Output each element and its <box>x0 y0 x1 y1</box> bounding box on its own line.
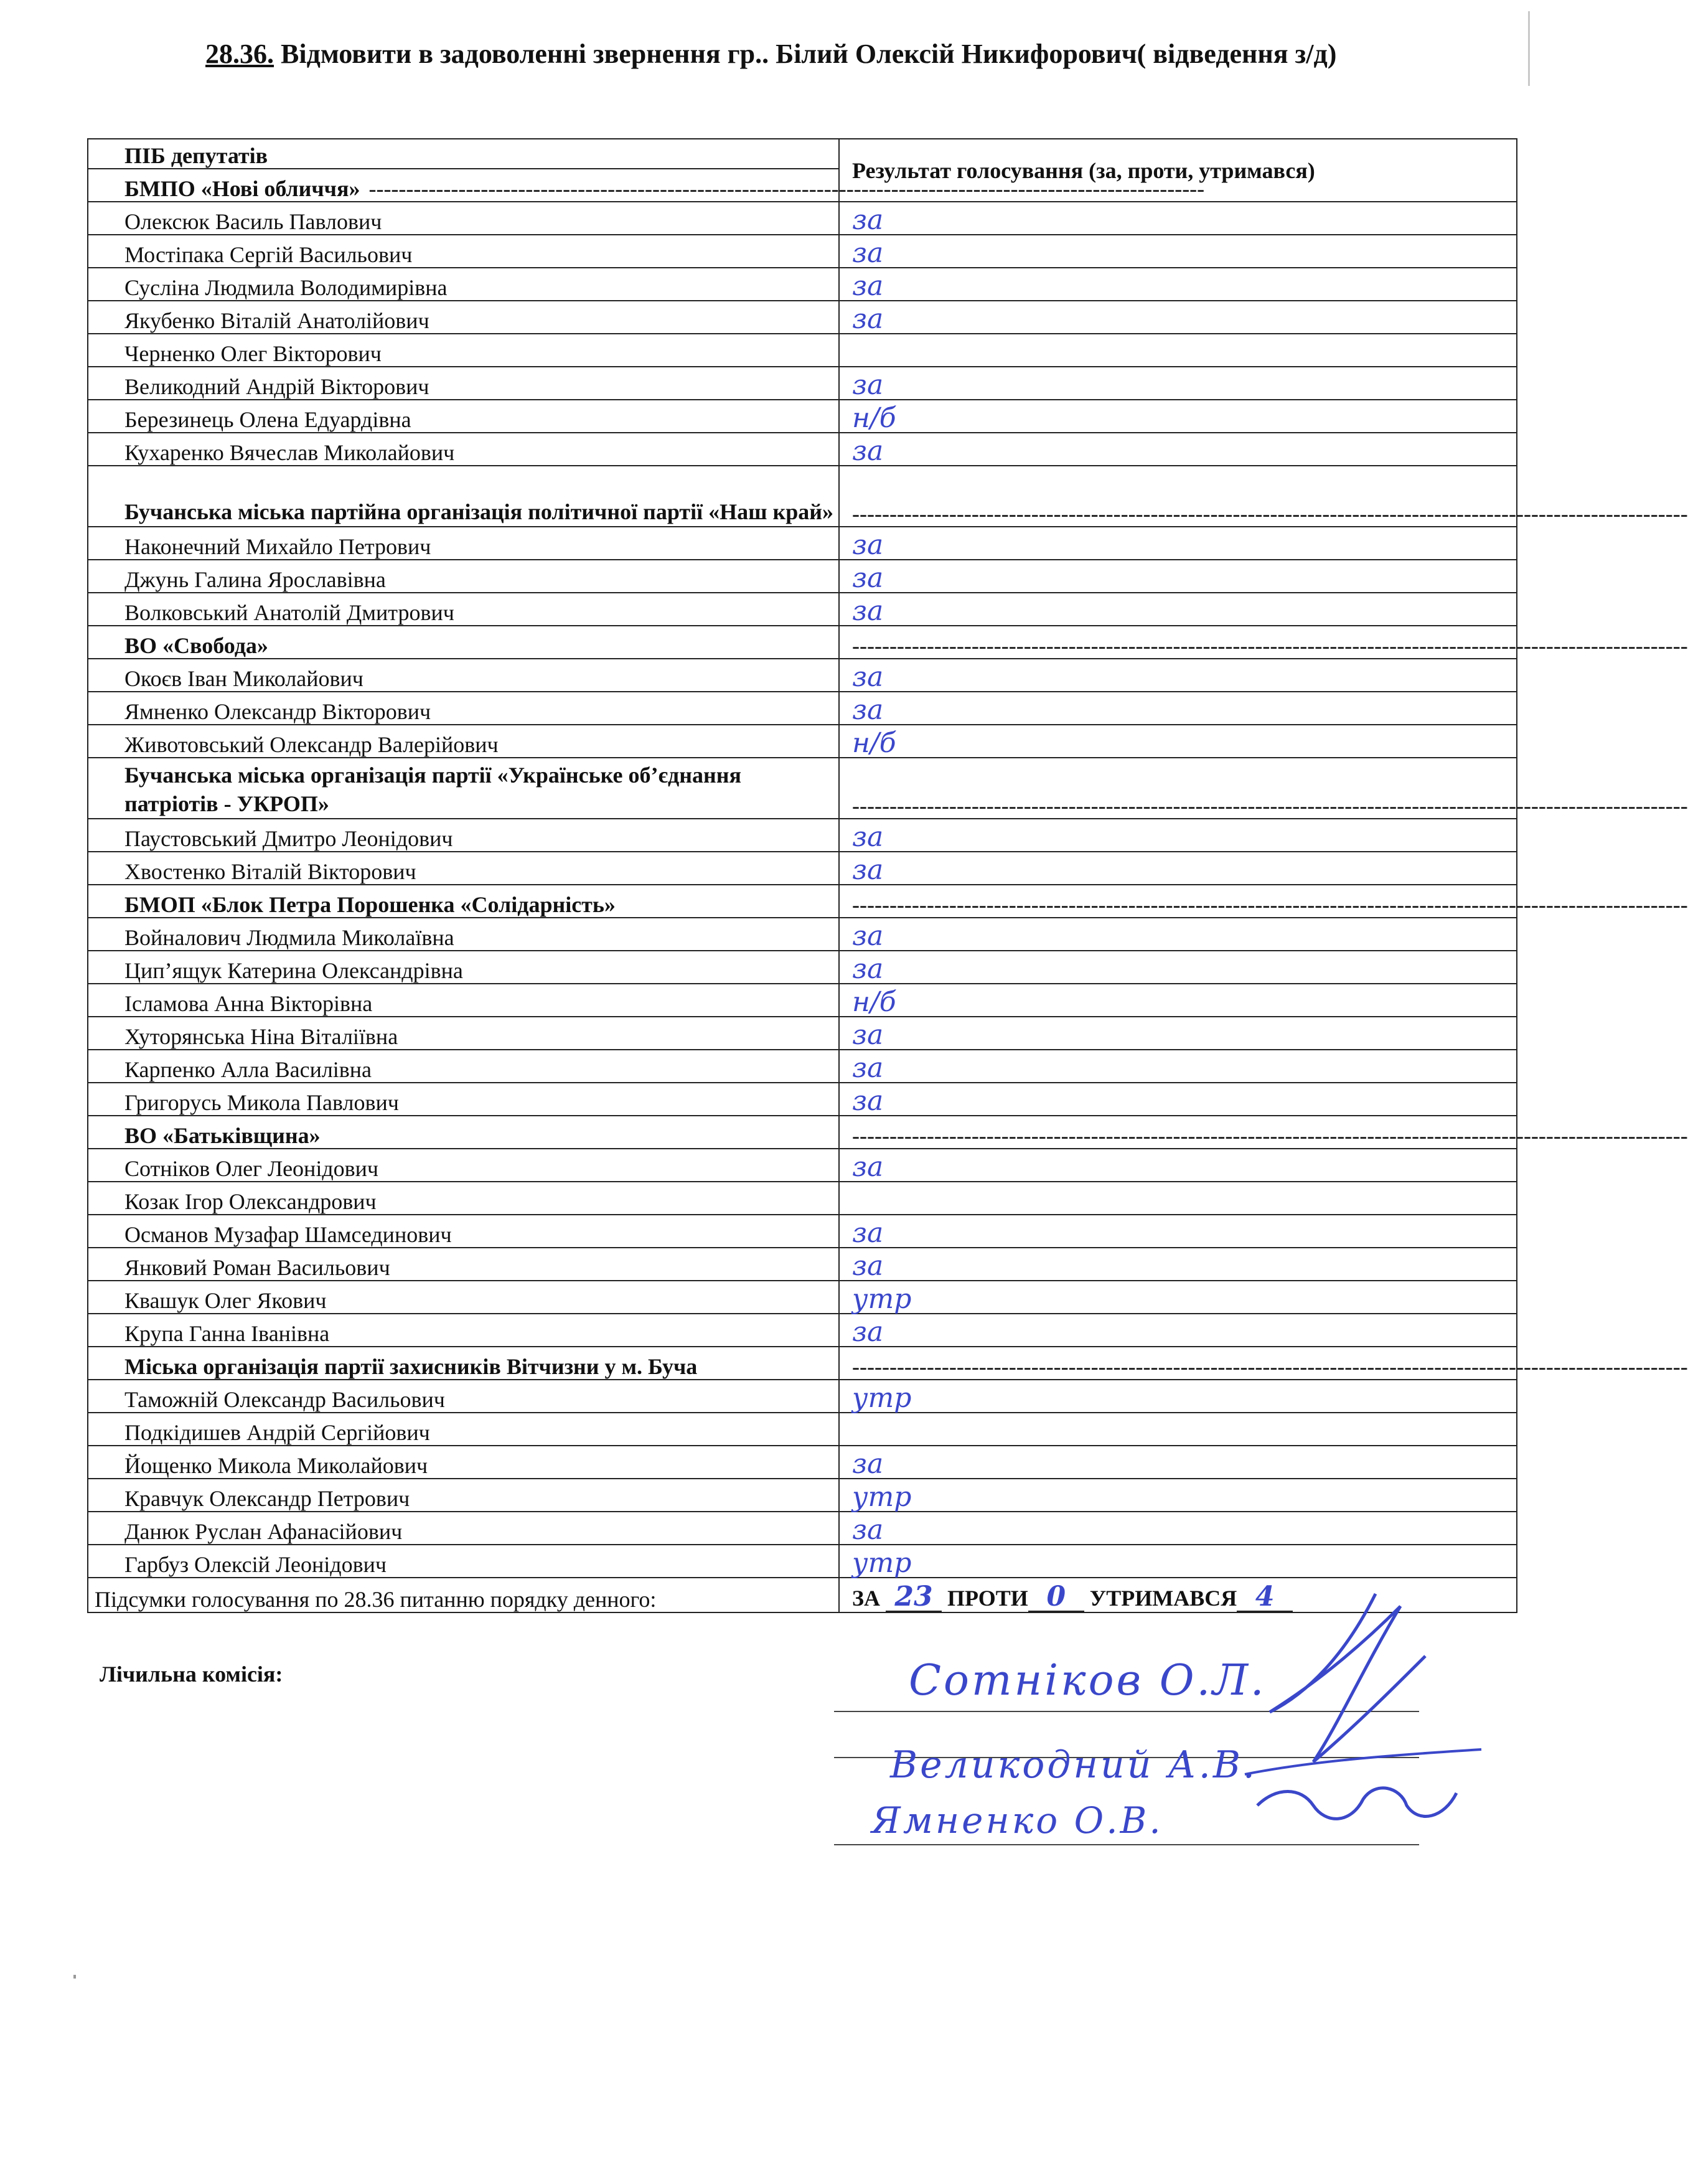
deputy-name: Ямненко Олександр Вікторович <box>88 692 839 725</box>
deputy-name: Цип’ящук Катерина Олександрівна <box>88 951 839 984</box>
deputy-vote <box>839 1149 1517 1182</box>
deputy-name: Йощенко Микола Миколайович <box>88 1446 839 1479</box>
vote-mark: н/б <box>852 727 896 759</box>
party-result-dashes <box>839 1116 1688 1149</box>
deputy-name: Османов Музафар Шамсединович <box>88 1215 839 1248</box>
party-name: ВО «Батьківщина» <box>88 1116 839 1149</box>
deputy-vote <box>839 1017 1517 1050</box>
vote-mark: утр <box>852 1382 912 1414</box>
deputy-row <box>88 334 1517 367</box>
vote-mark: за <box>852 595 884 627</box>
vote-mark: за <box>852 694 884 726</box>
deputy-row <box>88 725 1517 758</box>
deputy-row <box>88 527 1517 560</box>
deputy-name: Хуторянська Ніна Віталіївна <box>88 1017 839 1050</box>
vote-mark: за <box>852 1514 884 1546</box>
deputy-vote <box>839 1512 1517 1545</box>
party-name: БМОП «Блок Петра Порошенка «Солідарність» <box>88 885 839 918</box>
deputy-row <box>88 593 1517 626</box>
scan-dot <box>73 1975 76 1979</box>
party-result-dashes <box>839 758 1688 819</box>
deputy-name: Крупа Ганна Іванівна <box>88 1314 839 1347</box>
deputy-name: Войналович Людмила Миколаївна <box>88 918 839 951</box>
item-title: Відмовити в задоволенні звернення гр.. Білий Олексій Никифорович( відведення з/д) <box>281 39 1337 69</box>
party-group-row <box>88 758 1517 819</box>
deputy-row <box>88 1017 1517 1050</box>
deputy-row <box>88 1314 1517 1347</box>
party-group-row <box>88 885 1517 918</box>
party-group-row <box>88 466 1517 527</box>
deputy-vote <box>839 527 1517 560</box>
vote-mark: утр <box>852 1547 912 1579</box>
vote-mark: за <box>852 237 884 269</box>
deputy-row <box>88 1281 1517 1314</box>
vote-mark: за <box>852 1250 884 1282</box>
deputy-row <box>88 268 1517 301</box>
deputy-vote <box>839 400 1517 433</box>
deputy-name: Березинець Олена Едуардівна <box>88 400 839 433</box>
deputy-vote <box>839 202 1517 235</box>
za-label: ЗА <box>852 1586 880 1611</box>
deputy-row <box>88 433 1517 466</box>
deputy-row <box>88 819 1517 852</box>
deputy-name: Волковський Анатолій Дмитрович <box>88 593 839 626</box>
deputy-row <box>88 202 1517 235</box>
party-result-dashes <box>839 626 1688 659</box>
deputy-row <box>88 235 1517 268</box>
deputy-row <box>88 852 1517 885</box>
deputy-vote <box>839 560 1517 593</box>
deputy-row <box>88 1083 1517 1116</box>
party-group-row <box>88 1347 1517 1380</box>
vote-mark: за <box>852 661 884 693</box>
vote-mark: за <box>852 1217 884 1249</box>
deputy-row <box>88 400 1517 433</box>
deputy-name: Квашук Олег Якович <box>88 1281 839 1314</box>
deputy-vote <box>839 984 1517 1017</box>
deputy-vote <box>839 1182 1517 1215</box>
item-number: 28.36. <box>205 39 274 69</box>
deputy-name: Хвостенко Віталій Вікторович <box>88 852 839 885</box>
deputy-name: Животовський Олександр Валерійович <box>88 725 839 758</box>
vote-mark: за <box>852 529 884 561</box>
summary-label: Підсумки голосування по 28.36 питанню порядку денного: <box>88 1578 839 1612</box>
deputy-name: Кухаренко Вячеслав Миколайович <box>88 433 839 466</box>
deputy-vote <box>839 852 1517 885</box>
deputy-row <box>88 1446 1517 1479</box>
party-name: Бучанська міська організація партії «Українське об’єднання патріотів - УКРОП» <box>88 758 839 819</box>
deputy-row <box>88 367 1517 400</box>
deputy-vote <box>839 1446 1517 1479</box>
deputy-name: Григорусь Микола Павлович <box>88 1083 839 1116</box>
party-name: БМПО «Нові обличчя» ---------------------------------------------------------------------------------------------------------------- <box>88 169 839 202</box>
deputy-name: Джунь Галина Ярославівна <box>88 560 839 593</box>
vote-mark: за <box>852 953 884 985</box>
deputy-row <box>88 1248 1517 1281</box>
deputy-name: Сотніков Олег Леонідович <box>88 1149 839 1182</box>
table-header <box>88 139 1517 169</box>
deputy-name: Наконечний Михайло Петрович <box>88 527 839 560</box>
deputy-name: Ісламова Анна Вікторівна <box>88 984 839 1017</box>
deputy-vote <box>839 918 1517 951</box>
deputy-row <box>88 301 1517 334</box>
party-result-dashes <box>839 1347 1688 1380</box>
deputy-row <box>88 659 1517 692</box>
party-group-row <box>88 626 1517 659</box>
za-value: 23 <box>886 1583 942 1612</box>
utrymavsia-label: УТРИМАВСЯ <box>1089 1586 1237 1611</box>
deputy-vote <box>839 1545 1517 1578</box>
deputy-vote <box>839 334 1517 367</box>
deputy-name: Янковий Роман Васильович <box>88 1248 839 1281</box>
deputy-name: Окоєв Іван Миколайович <box>88 659 839 692</box>
vote-mark: за <box>852 1052 884 1084</box>
deputy-vote <box>839 268 1517 301</box>
dash-line: ---------------------------------------------------------------------------------------------------------------- <box>852 633 1688 658</box>
party-name: Бучанська міська партійна організація політичної партії «Наш край» <box>88 466 839 527</box>
deputy-name: Кравчук Олександр Петрович <box>88 1479 839 1512</box>
deputy-name: Черненко Олег Вікторович <box>88 334 839 367</box>
vote-mark: за <box>852 821 884 853</box>
deputy-name: Олексюк Василь Павлович <box>88 202 839 235</box>
deputy-row <box>88 1149 1517 1182</box>
vote-mark: утр <box>852 1481 912 1513</box>
signature-name-3: Ямненко О.В. <box>871 1799 1163 1842</box>
deputy-vote <box>839 1479 1517 1512</box>
proty-label: ПРОТИ <box>947 1586 1028 1611</box>
deputy-name: Якубенко Віталій Анатолійович <box>88 301 839 334</box>
deputy-row <box>88 1413 1517 1446</box>
deputy-vote <box>839 725 1517 758</box>
proty-value: 0 <box>1028 1583 1084 1612</box>
deputy-vote <box>839 1083 1517 1116</box>
vote-mark: утр <box>852 1283 912 1315</box>
deputy-vote <box>839 1380 1517 1413</box>
party-result-dashes <box>839 885 1688 918</box>
party-result-dashes <box>839 466 1688 527</box>
deputy-vote <box>839 819 1517 852</box>
signature-stroke-2 <box>1257 1788 1456 1819</box>
deputy-vote <box>839 433 1517 466</box>
vote-mark: за <box>852 303 884 335</box>
deputy-row <box>88 1182 1517 1215</box>
deputy-vote <box>839 1314 1517 1347</box>
deputy-vote <box>839 1215 1517 1248</box>
vote-mark: за <box>852 920 884 952</box>
deputy-vote <box>839 1248 1517 1281</box>
deputy-name: Великодний Андрій Вікторович <box>88 367 839 400</box>
deputy-row <box>88 692 1517 725</box>
voting-table <box>87 138 1688 1613</box>
deputy-row <box>88 984 1517 1017</box>
deputy-name: Карпенко Алла Василівна <box>88 1050 839 1083</box>
deputy-vote <box>839 1413 1517 1446</box>
dash-line: ---------------------------------------------------------------------------------------------------------------- <box>852 793 1688 818</box>
dash-line: ---------------------------------------------------------------------------------------------------------------- <box>852 1123 1688 1148</box>
deputy-name: Данюк Руслан Афанасійович <box>88 1512 839 1545</box>
party-name-dashes: ---------------------------------------------------------------------------------------------------------------- <box>368 176 1205 201</box>
deputy-vote <box>839 951 1517 984</box>
vote-mark: за <box>852 562 884 594</box>
deputy-row <box>88 560 1517 593</box>
deputy-name: Подкідишев Андрій Сергійович <box>88 1413 839 1446</box>
dash-line: ---------------------------------------------------------------------------------------------------------------- <box>852 1354 1688 1379</box>
deputy-row <box>88 951 1517 984</box>
vote-mark: за <box>852 854 884 886</box>
vote-mark: за <box>852 204 884 236</box>
dash-line: ---------------------------------------------------------------------------------------------------------------- <box>852 501 1688 526</box>
signature-scribble <box>1220 1581 1506 1855</box>
deputy-row <box>88 1380 1517 1413</box>
vote-mark: за <box>852 1085 884 1117</box>
deputy-name: Паустовський Дмитро Леонідович <box>88 819 839 852</box>
header-deputies: ПІБ депутатів <box>88 139 839 169</box>
counting-commission-label: Лічильна комісія: <box>100 1662 283 1687</box>
vote-mark: за <box>852 1448 884 1480</box>
deputy-name: Козак Ігор Олександрович <box>88 1182 839 1215</box>
dash-line: ---------------------------------------------------------------------------------------------------------------- <box>852 892 1688 917</box>
party-name: Міська організація партії захисників Вітчизни у м. Буча <box>88 1347 839 1380</box>
party-name: ВО «Свобода» <box>88 626 839 659</box>
signature-stroke-1 <box>1270 1594 1425 1762</box>
vote-mark: за <box>852 435 884 467</box>
deputy-row <box>88 1545 1517 1578</box>
vote-mark: за <box>852 369 884 401</box>
deputy-vote <box>839 301 1517 334</box>
vote-mark: н/б <box>852 986 896 1018</box>
deputy-row <box>88 1479 1517 1512</box>
vote-mark: за <box>852 1316 884 1348</box>
vote-mark: за <box>852 1151 884 1183</box>
deputy-row <box>88 918 1517 951</box>
deputy-vote <box>839 1050 1517 1083</box>
deputy-vote <box>839 659 1517 692</box>
deputy-name: Сусліна Людмила Володимирівна <box>88 268 839 301</box>
vote-mark: за <box>852 1019 884 1051</box>
deputy-vote <box>839 1281 1517 1314</box>
signature-name-1: Сотніков О.Л. <box>909 1656 1267 1705</box>
vote-mark: н/б <box>852 402 896 434</box>
document-title <box>205 36 1469 72</box>
scan-edge-mark <box>1528 11 1530 86</box>
deputy-vote <box>839 692 1517 725</box>
deputy-vote <box>839 235 1517 268</box>
deputy-row <box>88 1215 1517 1248</box>
party-group-row <box>88 1116 1517 1149</box>
deputy-vote <box>839 367 1517 400</box>
deputy-name: Гарбуз Олексій Леонідович <box>88 1545 839 1578</box>
deputy-name: Мостіпака Сергій Васильович <box>88 235 839 268</box>
signature-stroke-3 <box>1245 1749 1481 1774</box>
deputy-name: Таможній Олександр Васильович <box>88 1380 839 1413</box>
utrymavsia-value: 4 <box>1237 1583 1293 1612</box>
deputy-row <box>88 1512 1517 1545</box>
vote-mark: за <box>852 270 884 302</box>
deputy-vote <box>839 593 1517 626</box>
header-result-label: Результат голосування (за, проти, утримався) <box>852 158 1315 183</box>
deputy-row <box>88 1050 1517 1083</box>
signature-name-2: Великодний А.В. <box>890 1743 1257 1787</box>
